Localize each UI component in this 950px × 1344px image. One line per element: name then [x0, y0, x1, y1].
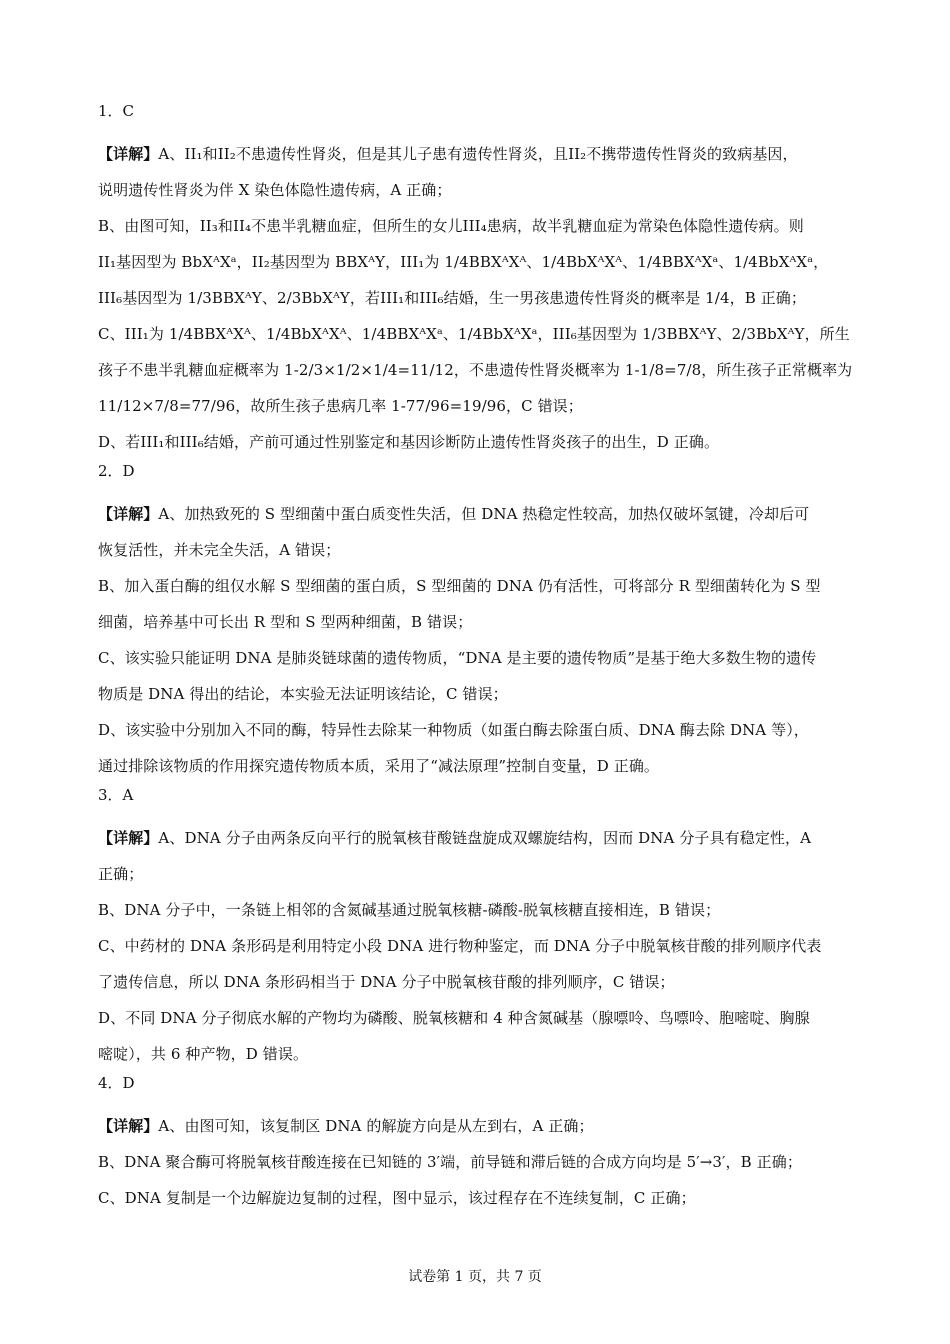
explanation-text: B、DNA 聚合酶可将脱氧核苷酸连接在已知链的 3′端，前导链和滞后链的合成方向均是 5′→3′，B 正确；: [98, 1153, 802, 1171]
explanation-line: [98, 856, 858, 892]
explanation-text: A、II₁和II₂不患遗传性肾炎，但是其儿子患有遗传性肾炎，且II₂不携带遗传性肾炎的致病基因，: [158, 145, 798, 163]
explanation-line: [98, 964, 858, 1000]
explanation-line: [98, 316, 858, 352]
detail-tag: 【详解】: [98, 505, 159, 523]
explanation-text: C、中药材的 DNA 条形码是利用特定小段 DNA 进行物种鉴定，而 DNA 分子中脱氧核苷酸的排列顺序代表: [98, 937, 822, 955]
detail-tag: 【详解】: [98, 829, 159, 847]
explanation-text: B、由图可知，II₃和II₄不患半乳糖血症，但所生的女儿III₄患病，故半乳糖血症为常染色体隐性遗传病。则: [98, 217, 804, 235]
explanation-line: [98, 928, 858, 964]
explanation-text: 嘧啶），共 6 种产物，D 错误。: [98, 1045, 309, 1063]
explanation-text: 正确；: [98, 865, 144, 883]
explanation-line: [98, 676, 858, 712]
explanation-line: [98, 1036, 858, 1072]
explanation-line: [98, 424, 858, 460]
explanation-line: [98, 280, 858, 316]
answer-number: 2．D: [98, 462, 135, 480]
explanation-line: [98, 820, 858, 856]
explanation-text: A、由图可知，该复制区 DNA 的解旋方向是从左到右，A 正确；: [158, 1117, 594, 1135]
explanation-line: [98, 352, 858, 388]
explanation-text: III₆基因型为 1/3BBXᴬY、2/3BbXᴬY，若III₁和III₆结婚，生一男孩患遗传性肾炎的概率是 1/4，B 正确；: [98, 289, 806, 307]
explanation-text: C、III₁为 1/4BBXᴬXᴬ、1/4BbXᴬXᴬ、1/4BBXᴬXᵃ、1/4BbXᴬXᵃ，III₆基因型为 1/3BBXᴬY、2/3BbXᴬY，所生: [98, 325, 850, 343]
explanation-text: A、DNA 分子由两条反向平行的脱氧核苷酸链盘旋成双螺旋结构，因而 DNA 分子具有稳定性，A: [158, 829, 812, 847]
explanation-line: [98, 244, 858, 280]
explanation-line: [98, 1000, 858, 1036]
explanation-line: [98, 712, 858, 748]
answer-explanations: [98, 100, 858, 1216]
explanation-text: 物质是 DNA 得出的结论，本实验无法证明该结论，C 错误；: [98, 685, 508, 703]
explanation-text: II₁基因型为 BbXᴬXᵃ，II₂基因型为 BBXᴬY，III₁为 1/4BBXᴬXᴬ、1/4BbXᴬXᴬ、1/4BBXᴬXᵃ、1/4BbXᴬXᵃ，: [98, 253, 829, 271]
answer-number: 3．A: [98, 786, 134, 804]
explanation-line: [98, 496, 858, 532]
explanation-text: 恢复活性，并未完全失活，A 错误；: [98, 541, 341, 559]
explanation-text: D、不同 DNA 分子彻底水解的产物均为磷酸、脱氧核糖和 4 种含氮碱基（腺嘌呤、鸟嘌呤、胞嘧啶、胸腺: [98, 1009, 810, 1027]
explanation-line: [98, 1180, 858, 1216]
explanation-text: 11/12×7/8=77/96，故所生孩子患病几率 1-77/96=19/96，C 错误；: [98, 397, 583, 415]
explanation-text: B、DNA 分子中，一条链上相邻的含氮碱基通过脱氧核糖-磷酸-脱氧核糖直接相连，B 错误；: [98, 901, 721, 919]
explanation-line: [98, 604, 858, 640]
answer-number: 4．D: [98, 1074, 135, 1092]
explanation-line: [98, 568, 858, 604]
explanation-line: [98, 208, 858, 244]
explanation-line: [98, 136, 858, 172]
explanation-line: [98, 388, 858, 424]
explanation-line: [98, 532, 858, 568]
page-footer: 试卷第 1 页，共 7 页: [408, 1269, 542, 1285]
explanation-line: [98, 892, 858, 928]
explanation-text: 了遗传信息，所以 DNA 条形码相当于 DNA 分子中脱氧核苷酸的排列顺序，C 错误；: [98, 973, 675, 991]
detail-tag: 【详解】: [98, 145, 159, 163]
explanation-text: 细菌，培养基中可长出 R 型和 S 型两种细菌，B 错误；: [98, 613, 473, 631]
explanation-text: 说明遗传性肾炎为伴 X 染色体隐性遗传病，A 正确；: [98, 181, 452, 199]
explanation-line: [98, 640, 858, 676]
explanation-line: [98, 1144, 858, 1180]
explanation-line: [98, 172, 858, 208]
explanation-text: 孩子不患半乳糖血症概率为 1-2/3×1/2×1/4=11/12，不患遗传性肾炎概率为 1-1/8=7/8，所生孩子正常概率为: [98, 361, 853, 379]
explanation-line: [98, 1108, 858, 1144]
explanation-text: 通过排除该物质的作用探究遗传物质本质，采用了“减法原理”控制自变量，D 正确。: [98, 757, 660, 775]
explanation-line: [98, 748, 858, 784]
detail-tag: 【详解】: [98, 1117, 159, 1135]
explanation-text: A、加热致死的 S 型细菌中蛋白质变性失活，但 DNA 热稳定性较高，加热仅破坏氢键，冷却后可: [158, 505, 810, 523]
explanation-text: D、该实验中分别加入不同的酶，特异性去除某一种物质（如蛋白酶去除蛋白质、DNA 酶去除 DNA 等），: [98, 721, 809, 739]
explanation-text: C、DNA 复制是一个边解旋边复制的过程，图中显示，该过程存在不连续复制，C 正确；: [98, 1189, 696, 1207]
explanation-text: D、若III₁和III₆结婚，产前可通过性别鉴定和基因诊断防止遗传性肾炎孩子的出生，D 正确。: [98, 433, 720, 451]
explanation-text: C、该实验只能证明 DNA 是肺炎链球菌的遗传物质，“DNA 是主要的遗传物质”是基于绝大多数生物的遗传: [98, 649, 817, 667]
explanation-text: B、加入蛋白酶的组仅水解 S 型细菌的蛋白质，S 型细菌的 DNA 仍有活性，可将部分 R 型细菌转化为 S 型: [98, 577, 821, 595]
answer-number: 1．C: [98, 102, 135, 120]
